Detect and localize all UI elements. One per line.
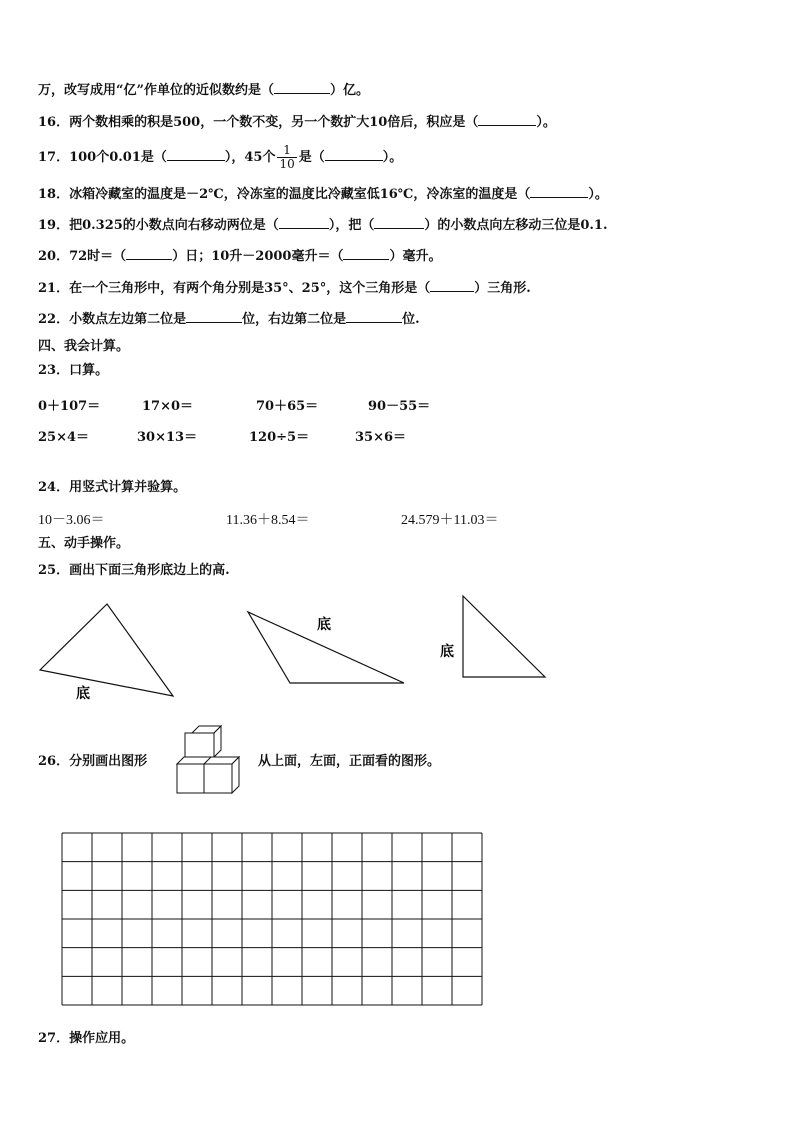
answer-blank[interactable] — [274, 82, 330, 94]
q19-text-b: ），把（ — [328, 218, 375, 233]
oral-calc-item: 35×6＝ — [355, 430, 407, 445]
q16-text-b: ）。 — [536, 115, 556, 130]
cube-front-face — [185, 733, 214, 757]
triangles-figure — [0, 590, 794, 710]
q18-text-a: 18．冰箱冷藏室的温度是－2℃，冷冻室的温度比冷藏室低16℃，冷冻室的温度是（ — [38, 187, 531, 202]
question-22 — [38, 311, 420, 329]
q17-text-a: 17．100个0.01是（ — [38, 150, 167, 165]
q17-text-c: 是（ — [298, 150, 325, 165]
q16-text-a: 16．两个数相乘的积是500，一个数不变，另一个数扩大10倍后，积应是（ — [38, 115, 479, 130]
question-16 — [38, 114, 556, 132]
vertical-calc-item: 24.579＋11.03＝ — [401, 513, 499, 528]
answer-blank[interactable] — [325, 149, 383, 161]
answer-blank[interactable] — [478, 114, 536, 126]
answer-blank[interactable] — [374, 217, 424, 229]
question-18 — [38, 186, 608, 204]
cube-stack-figure — [170, 720, 250, 800]
fraction-denominator: 10 — [279, 157, 295, 171]
base-label: 底 — [76, 686, 90, 702]
oral-calc-item: 25×4＝ — [38, 430, 90, 445]
oral-calc-item: 30×13＝ — [137, 430, 198, 445]
answer-blank[interactable] — [167, 149, 225, 161]
vertical-calc-item: 10－3.06＝ — [38, 513, 105, 528]
q17-text-b: ），45个 — [224, 150, 276, 165]
q18-text-b: ）。 — [588, 187, 608, 202]
question-20 — [38, 248, 441, 266]
question-15-line — [38, 82, 369, 100]
question-26-part-b: 从上面，左面，正面看的图形。 — [258, 754, 441, 769]
triangle-1 — [40, 604, 173, 696]
question-26-part-a: 26．分别画出图形 — [38, 754, 148, 769]
question-25: 25．画出下面三角形底边上的高. — [38, 563, 230, 578]
question-17 — [38, 144, 402, 171]
q19-text-c: ）的小数点向左移动三位是0.1. — [424, 218, 608, 233]
answer-blank[interactable] — [430, 280, 474, 292]
base-label: 底 — [317, 617, 331, 633]
q21-text-b: ）三角形. — [474, 281, 531, 296]
q20-text-b: ）日；10升－2000毫升＝（ — [172, 249, 344, 264]
q20-text-a: 20．72时＝（ — [38, 249, 127, 264]
question-24: 24．用竖式计算并验算。 — [38, 480, 187, 495]
oral-calc-item: 0＋107＝ — [38, 399, 101, 414]
cube-front-face — [177, 764, 204, 793]
q22-text-b: 位，右边第二位是 — [242, 312, 347, 327]
oral-calc-item: 90－55＝ — [368, 399, 431, 414]
answer-blank[interactable] — [343, 248, 389, 260]
question-27: 27．操作应用。 — [38, 1031, 135, 1046]
base-label: 底 — [440, 644, 454, 660]
q19-text-a: 19．把0.325的小数点向右移动两位是（ — [38, 218, 279, 233]
answer-blank[interactable] — [126, 248, 172, 260]
vertical-calc-item: 11.36＋8.54＝ — [226, 513, 310, 528]
answer-blank[interactable] — [279, 217, 329, 229]
section-5-heading: 五、动手操作。 — [38, 536, 130, 551]
q21-text-a: 21．在一个三角形中，有两个角分别是35°、25°，这个三角形是（ — [38, 281, 431, 296]
answer-blank[interactable] — [346, 311, 402, 323]
drawing-grid — [61, 832, 484, 1007]
question-21 — [38, 280, 531, 298]
q22-text-c: 位. — [402, 312, 420, 327]
q20-text-c: ）毫升。 — [389, 249, 442, 264]
answer-blank[interactable] — [530, 186, 588, 198]
oral-calc-item: 70＋65＝ — [256, 399, 319, 414]
oral-calc-item: 120÷5＝ — [249, 430, 310, 445]
triangle-3 — [463, 596, 545, 677]
cube-front-face — [204, 764, 232, 793]
answer-blank[interactable] — [186, 311, 242, 323]
fraction-numerator: 1 — [277, 144, 296, 158]
question-23: 23．口算。 — [38, 363, 109, 378]
q17-text-d: ）。 — [382, 150, 403, 165]
cube-side-face — [232, 757, 239, 793]
oral-calc-item: 17×0＝ — [142, 399, 194, 414]
q15-text-a: 万，改写成用“亿”作单位的近似数约是（ — [38, 83, 274, 98]
fraction — [277, 144, 296, 171]
section-4-heading: 四、我会计算。 — [38, 339, 130, 354]
question-19 — [38, 217, 607, 235]
q15-text-b: ）亿。 — [329, 83, 369, 98]
q22-text-a: 22．小数点左边第二位是 — [38, 312, 187, 327]
